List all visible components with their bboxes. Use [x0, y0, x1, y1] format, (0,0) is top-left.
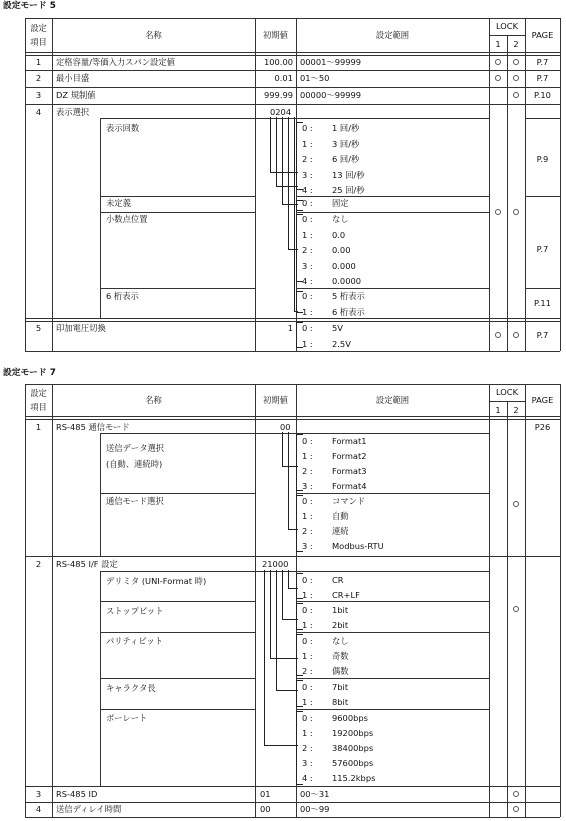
row-number: 2 [35, 559, 42, 569]
header-initial: 初期値 [263, 395, 288, 405]
option-index: 1 : [302, 511, 313, 521]
option-label: 5 桁表示 [332, 291, 365, 301]
row-initial: 0.01 [274, 73, 293, 83]
row-number: 4 [35, 804, 42, 814]
rule-line [296, 601, 489, 602]
row-page: P26 [534, 422, 551, 432]
header-lock-1: 1 [495, 405, 501, 415]
section-title-mode5: 設定モード 5 [3, 1, 56, 11]
lock-mark-icon [513, 606, 519, 612]
option-index: 0 : [302, 713, 313, 723]
rule-line [25, 817, 560, 818]
option-index: 0 : [302, 496, 313, 506]
rule-line [560, 18, 561, 351]
option-bracket [296, 434, 303, 491]
rule-line [525, 384, 526, 817]
option-index: 1 : [302, 229, 313, 240]
option-index: 4 : [302, 185, 313, 195]
option-label: 自動 [332, 511, 349, 521]
lock-mark-icon [513, 791, 519, 797]
row-range: 00001～99999 [300, 57, 362, 67]
header-item: 項目 [30, 37, 47, 47]
sub-item-name: 通信モード選択 [106, 496, 164, 506]
rule-line [25, 384, 26, 817]
row-range: 00000～99999 [300, 90, 362, 100]
row-name: 定格容量/等価入力スパン設定値 [56, 57, 175, 67]
option-label: Format4 [332, 481, 367, 491]
option-index: 2 : [302, 666, 313, 676]
option-index: 0 : [302, 198, 313, 208]
sub-item-name: 6 桁表示 [106, 291, 139, 301]
option-label: 3 回/秒 [332, 138, 360, 149]
option-index: 1 : [302, 697, 313, 707]
header-lock-2: 2 [513, 39, 519, 49]
header-range: 設定範囲 [375, 30, 410, 40]
row-name: 表示選択 [56, 107, 90, 117]
header-lock: LOCK [495, 21, 519, 31]
header-lock: LOCK [495, 387, 519, 397]
row-initial: 21000 [262, 559, 289, 569]
rule-line [25, 18, 26, 351]
rule-line [100, 601, 255, 602]
lock-mark-icon [513, 501, 519, 507]
row-name: RS-485 通信モード [56, 422, 130, 432]
section-title-mode7: 設定モード 7 [3, 368, 56, 378]
rule-line [25, 70, 560, 71]
page-ref: P.11 [534, 298, 551, 308]
rule-line [25, 786, 560, 787]
row-name: DZ 規制値 [56, 90, 96, 100]
option-label: CR [332, 575, 344, 585]
row-name: 印加電圧切換 [56, 323, 106, 333]
option-bracket [296, 495, 303, 552]
rule-line [255, 18, 256, 351]
option-index: 0 : [302, 575, 313, 585]
lock-mark-icon [495, 59, 501, 65]
rule-line [296, 433, 489, 434]
option-index: 4 : [302, 276, 313, 286]
row-page: P.7 [536, 330, 549, 340]
row-initial: 00 [260, 804, 271, 814]
rule-line [507, 401, 508, 817]
sub-item-name: 送信データ選択 [106, 443, 165, 453]
header-initial: 初期値 [263, 30, 288, 40]
rule-line [296, 632, 489, 633]
sub-item-name: ストップビット [106, 606, 164, 616]
option-label: 0.0 [332, 229, 346, 240]
option-index: 2 : [302, 526, 313, 536]
sub-item-name: デリミタ (UNI-Format 時) [106, 576, 207, 586]
rule-line [525, 196, 560, 197]
option-label: 115.2kbps [332, 773, 376, 783]
rule-line [296, 196, 489, 197]
lock-mark-icon [513, 209, 519, 215]
rule-line [525, 288, 560, 289]
lock-mark-icon [513, 332, 519, 338]
rule-line [296, 288, 489, 289]
page-ref: P.9 [536, 154, 549, 164]
row-initial: 00 [280, 422, 291, 432]
rule-line [100, 709, 255, 710]
option-label: 6 回/秒 [332, 154, 360, 164]
rule-line [25, 87, 560, 88]
sub-item-name: 小数点位置 [106, 214, 148, 224]
rule-line [489, 18, 490, 351]
option-label: なし [332, 214, 349, 224]
rule-line [25, 104, 560, 105]
option-bracket [296, 573, 303, 599]
rule-line [100, 433, 101, 556]
option-label: 38400bps [332, 743, 374, 753]
option-index: 2 : [302, 245, 313, 255]
option-label: Format1 [332, 436, 367, 446]
rule-line [25, 556, 560, 557]
rule-line [489, 384, 490, 817]
option-index: 1 : [302, 451, 313, 461]
option-label: 0.000 [332, 260, 356, 271]
option-index: 2 : [302, 743, 313, 753]
rule-line [25, 416, 560, 417]
option-label: 2bit [332, 620, 349, 630]
lock-mark-icon [513, 59, 519, 65]
rule-line [100, 678, 255, 679]
rule-line [296, 493, 489, 494]
header-name: 名称 [145, 395, 162, 405]
lock-mark-icon [513, 92, 519, 98]
option-label: 固定 [332, 198, 349, 208]
rule-line [100, 212, 255, 213]
rule-line [560, 384, 561, 817]
option-index: 3 : [302, 758, 313, 768]
row-name: RS-485 I/F 設定 [56, 559, 118, 569]
option-index: 0 : [302, 636, 313, 646]
row-page: P.7 [536, 57, 549, 67]
rule-line [525, 118, 560, 119]
rule-line [296, 118, 489, 119]
row-number: 3 [35, 789, 42, 799]
sub-item-name: (自動、連続時) [106, 459, 163, 469]
lock-mark-icon [513, 75, 519, 81]
rule-line [100, 118, 296, 119]
header-item: 項目 [30, 402, 47, 412]
row-initial: 0204 [270, 107, 292, 117]
rule-line [25, 52, 560, 53]
option-index: 3 : [302, 481, 313, 491]
option-bracket [296, 711, 303, 785]
lock-mark-icon [495, 75, 501, 81]
rule-line [296, 571, 489, 572]
header-lock-2: 2 [513, 405, 519, 415]
rule-line [296, 212, 489, 213]
option-label: 19200bps [332, 728, 374, 738]
option-index: 1 : [302, 590, 313, 600]
row-name: 送信ディレイ時間 [56, 804, 122, 814]
header-item: 設定 [30, 388, 47, 398]
option-bracket [296, 634, 303, 676]
rule-line [100, 493, 255, 494]
option-label: 6 桁表示 [332, 306, 365, 317]
row-number: 1 [35, 422, 42, 432]
option-bracket [296, 680, 303, 707]
option-label: 偶数 [332, 666, 349, 676]
row-initial: 100.00 [263, 57, 293, 67]
option-index: 0 : [302, 123, 313, 133]
option-bracket [296, 200, 303, 211]
option-index: 1 : [302, 728, 313, 738]
rule-line [25, 419, 560, 420]
sub-item-name: パリティビット [106, 636, 163, 646]
row-range: 01～50 [300, 73, 330, 83]
option-label: 0.0000 [332, 276, 362, 286]
option-label: コマンド [332, 496, 366, 506]
option-label: 8bit [332, 697, 349, 707]
row-initial: 01 [260, 789, 271, 799]
option-label: 9600bps [332, 713, 368, 723]
row-name: 最小目盛 [56, 73, 90, 83]
option-label: Format3 [332, 466, 367, 476]
rule-line [25, 802, 560, 803]
header-item: 設定 [30, 23, 47, 33]
option-index: 3 : [302, 260, 313, 271]
header-page: PAGE [531, 30, 554, 40]
page-ref: P.7 [536, 244, 549, 254]
row-page: P.10 [534, 90, 551, 100]
option-bracket [296, 322, 303, 348]
rule-line [25, 351, 560, 352]
option-index: 4 : [302, 773, 313, 783]
rule-line [100, 288, 255, 289]
option-bracket [296, 214, 303, 282]
option-label: 7bit [332, 682, 349, 692]
sub-item-name: 表示回数 [106, 123, 140, 133]
row-number: 1 [35, 57, 42, 67]
option-bracket [296, 122, 303, 190]
option-index: 0 : [302, 436, 313, 446]
lock-mark-icon [495, 209, 501, 215]
rule-line [100, 196, 255, 197]
row-page: P.7 [536, 73, 549, 83]
header-range: 設定範囲 [375, 395, 410, 405]
row-number: 5 [35, 323, 42, 333]
rule-line [25, 18, 560, 19]
option-index: 2 : [302, 154, 313, 164]
rule-line [296, 678, 489, 679]
header-page: PAGE [531, 395, 554, 405]
lock-mark-icon [513, 806, 519, 812]
row-number: 3 [35, 90, 42, 100]
option-label: 13 回/秒 [332, 169, 365, 180]
rule-line [25, 318, 560, 319]
header-lock-1: 1 [495, 39, 501, 49]
row-name: RS-485 ID [56, 789, 98, 799]
option-label: 連続 [332, 526, 349, 536]
option-index: 0 : [302, 323, 313, 333]
option-label: なし [332, 636, 349, 646]
rule-line [507, 35, 508, 351]
option-label: 5V [332, 323, 343, 333]
rule-line [25, 384, 560, 385]
sub-item-name: キャラクタ長 [106, 683, 156, 693]
rule-line [255, 384, 256, 817]
option-index: 1 : [302, 138, 313, 149]
rule-line [52, 18, 53, 351]
option-label: 奇数 [332, 651, 349, 661]
option-index: 1 : [302, 620, 313, 630]
option-label: 25 回/秒 [332, 185, 365, 195]
sub-item-name: ボーレート [106, 713, 148, 723]
rule-line [100, 632, 255, 633]
row-range: 00～31 [300, 789, 330, 799]
lock-mark-icon [495, 332, 501, 338]
rule-line [52, 384, 53, 817]
option-index: 0 : [302, 605, 313, 615]
option-index: 0 : [302, 214, 313, 224]
row-number: 4 [35, 107, 42, 117]
option-index: 0 : [302, 682, 313, 692]
row-initial: 999.99 [263, 90, 293, 100]
row-number: 2 [35, 73, 42, 83]
option-index: 3 : [302, 541, 313, 551]
option-index: 1 : [302, 651, 313, 661]
rule-line [25, 321, 560, 322]
option-label: 1bit [332, 605, 349, 615]
row-range: 00～99 [300, 804, 330, 814]
option-index: 1 : [302, 306, 313, 317]
sub-item-name: 未定義 [106, 198, 131, 208]
option-label: CR+LF [332, 590, 360, 600]
rule-line [100, 433, 296, 434]
option-label: 1 回/秒 [332, 123, 360, 133]
option-bracket [296, 291, 303, 313]
row-initial: 1 [287, 323, 293, 333]
option-label: 2.5V [332, 338, 351, 349]
rule-line [25, 55, 560, 56]
option-index: 0 : [302, 291, 313, 301]
option-label: Modbus-RTU [332, 541, 384, 551]
option-index: 2 : [302, 466, 313, 476]
option-label: 57600bps [332, 758, 374, 768]
option-index: 3 : [302, 169, 313, 180]
header-name: 名称 [145, 30, 162, 40]
rule-line [296, 709, 489, 710]
option-index: 1 : [302, 338, 313, 349]
option-bracket [296, 603, 303, 630]
option-label: Format2 [332, 451, 367, 461]
option-label: 0.00 [332, 245, 351, 255]
